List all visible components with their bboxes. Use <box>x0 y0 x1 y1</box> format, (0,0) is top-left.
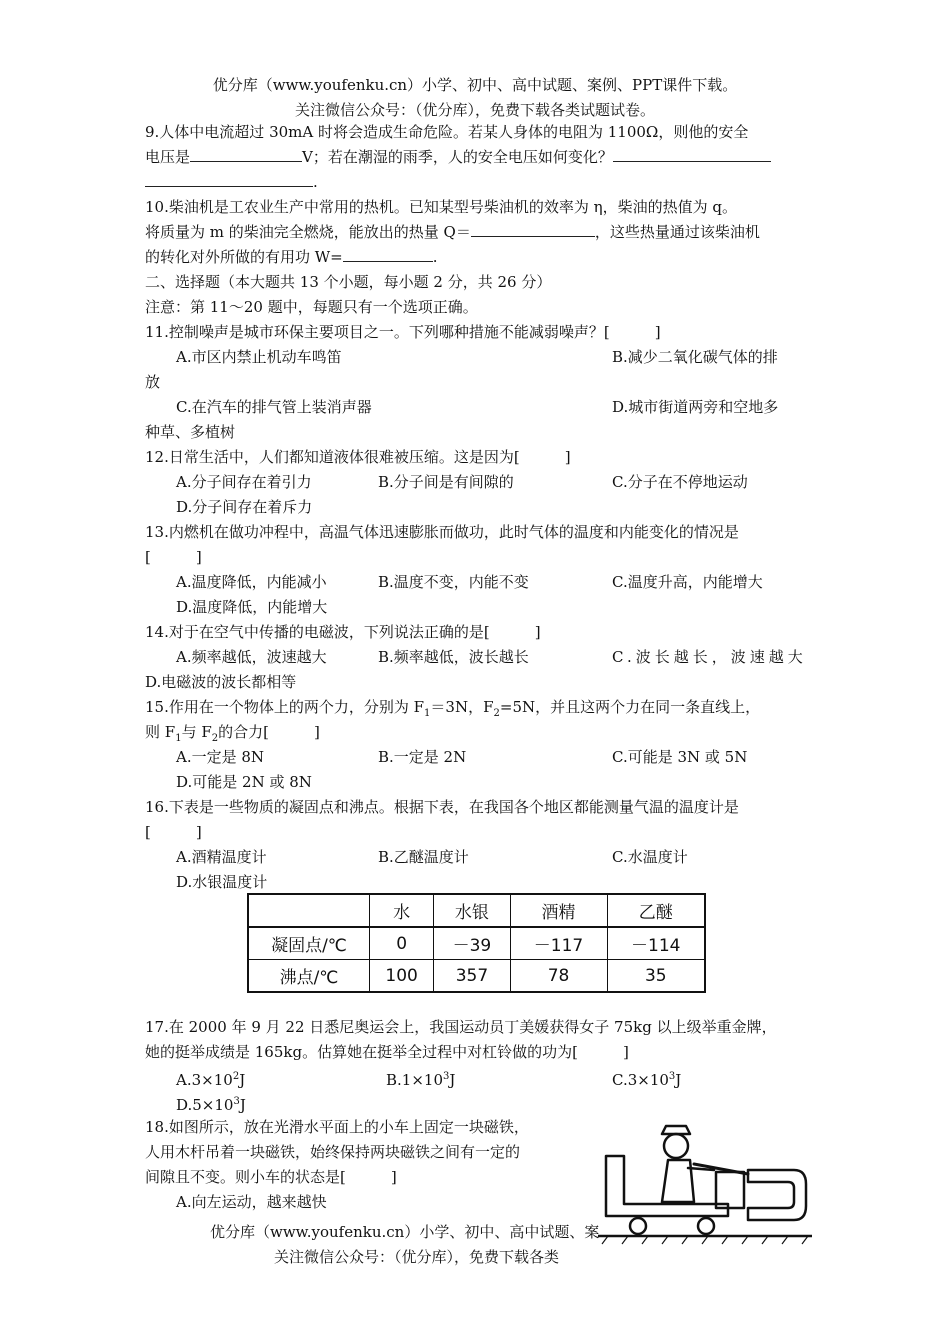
q14-option-c[interactable]: C.波长越长，波速越大 <box>612 648 807 666</box>
person-head <box>664 1134 688 1158</box>
q11-option-b[interactable]: B.减少二氧化碳气体的排 <box>612 348 778 366</box>
q17-line-1: 17.在 2000 年 9 月 22 日悉尼奥运会上，我国运动员丁美媛获得女子 75kg 以上级举重金牌， <box>145 1018 777 1036</box>
q11-option-b-cont: 放 <box>145 373 161 391</box>
q16-option-d[interactable]: D.水银温度计 <box>176 873 268 891</box>
q17-option-b[interactable]: $B.1\times 10^3J$ <box>386 1071 456 1089</box>
footer-line-1: 优分库（www.youfenku.cn）小学、初中、高中试题、案 <box>210 1223 600 1241</box>
substance-property-table <box>247 893 706 993</box>
table-header-cell: 酒精 <box>510 894 607 927</box>
q18-option-a[interactable]: A.向左运动，越来越快 <box>176 1193 327 1211</box>
q13-option-a[interactable]: A.温度降低，内能减小 <box>176 573 327 591</box>
table-row <box>248 927 705 959</box>
q12-stem: 12.日常生活中，人们都知道液体很难被压缩。这是因为[ ] <box>145 448 571 466</box>
q17-line-2: 她的挺举成绩是 165kg。估算她在挺举全过程中对杠铃做的功为[ ] <box>145 1043 629 1061</box>
q15-option-a[interactable]: A.一定是 8N <box>176 748 265 766</box>
q10-blank-heat[interactable] <box>471 222 595 237</box>
q13-option-b[interactable]: B.温度不变，内能不变 <box>378 573 529 591</box>
q12-option-c[interactable]: C.分子在不停地运动 <box>612 473 748 491</box>
cart-magnet <box>748 1170 806 1220</box>
wheel <box>698 1218 714 1234</box>
q11-stem: 11.控制噪声是城市环保主要项目之一。下列哪种措施不能减弱噪声？[ ] <box>145 323 661 341</box>
table-header-cell: 乙醚 <box>607 894 705 927</box>
q11-option-d[interactable]: D.城市街道两旁和空地多 <box>612 398 779 416</box>
table-cell: 35 <box>607 960 705 992</box>
q10-line-1: 10.柴油机是工农业生产中常用的热机。已知某型号柴油机的效率为 η，柴油的热值为 q。 <box>145 198 737 216</box>
table-header-row <box>248 894 705 927</box>
cart-magnet-figure <box>598 1112 812 1252</box>
q10-line-2: 将质量为 m 的柴油完全燃烧，能放出的热量 Q＝ ，这些热量通过该柴油机 <box>145 223 760 241</box>
q11-option-a[interactable]: A.市区内禁止机动车鸣笛 <box>176 348 342 366</box>
q16-option-b[interactable]: B.乙醚温度计 <box>378 848 469 866</box>
q16-bracket: [ ] <box>145 823 202 841</box>
table-cell: －114 <box>607 927 705 959</box>
q9-line-1: 9.人体中电流超过 30mA 时将会造成生命危险。若某人身体的电阻为 1100Ω，则他的安全 <box>145 123 749 141</box>
table-header-cell: 水银 <box>434 894 510 927</box>
q14-stem: 14.对于在空气中传播的电磁波，下列说法正确的是[ ] <box>145 623 541 641</box>
q15-option-d[interactable]: D.可能是 2N 或 8N <box>176 773 312 791</box>
wheel <box>630 1218 646 1234</box>
q15-stem-line-1: 15.作用在一个物体上的两个力，分别为 $F_1=3N$，$F_2=5N$，并且这两个力在同一条直线上， <box>145 698 761 719</box>
table-cell: 沸点/℃ <box>248 960 370 992</box>
q18-line-1: 18.如图所示，放在光滑水平面上的小车上固定一块磁铁， <box>145 1118 529 1136</box>
section2-title: 二、选择题（本大题共 13 个小题，每小题 2 分，共 26 分） <box>145 273 552 291</box>
q9-line-3: . <box>145 172 318 192</box>
q9-blank-change-cont[interactable] <box>145 172 313 187</box>
q17-option-d[interactable]: $D.5\times 10^3J$ <box>176 1096 246 1114</box>
q13-bracket: [ ] <box>145 548 202 566</box>
table-row <box>248 960 705 992</box>
q12-option-b[interactable]: B.分子间是有间隙的 <box>378 473 514 491</box>
table-cell: 凝固点/℃ <box>248 927 370 959</box>
table-header-cell <box>248 894 370 927</box>
q15-option-b[interactable]: B.一定是 2N <box>378 748 467 766</box>
q18-line-2: 人用木杆吊着一块磁铁，始终保持两块磁铁之间有一定的 <box>145 1143 521 1161</box>
person-cap <box>662 1126 690 1134</box>
table-header-cell: 水 <box>370 894 434 927</box>
q12-option-d[interactable]: D.分子间存在着斥力 <box>176 498 313 516</box>
q9-blank-voltage[interactable] <box>190 147 302 162</box>
q10-blank-work[interactable] <box>343 247 433 262</box>
q9-line-2: 电压是 V；若在潮湿的雨季，人的安全电压如何变化？ <box>145 147 771 167</box>
section2-note: 注意：第 11～20 题中，每题只有一个选项正确。 <box>145 298 478 316</box>
q13-stem: 13.内燃机在做功冲程中，高温气体迅速膨胀而做功，此时气体的温度和内能变化的情况是 <box>145 523 739 541</box>
q15-option-c[interactable]: C.可能是 3N 或 5N <box>612 748 748 766</box>
q10-line-3: 的转化对外所做的有用功 W= . <box>145 248 438 266</box>
q14-option-a[interactable]: A.频率越低，波速越大 <box>176 648 327 666</box>
table-cell: －117 <box>510 927 607 959</box>
q12-option-a[interactable]: A.分子间存在着引力 <box>176 473 312 491</box>
table-cell: 0 <box>370 927 434 959</box>
q18-line-3: 间隙且不变。则小车的状态是[ ] <box>145 1168 397 1186</box>
q13-option-c[interactable]: C.温度升高，内能增大 <box>612 573 763 591</box>
q11-option-c[interactable]: C.在汽车的排气管上装消声器 <box>176 398 372 416</box>
table-cell: 357 <box>434 960 510 992</box>
hanging-magnet <box>716 1172 744 1208</box>
q13-option-d[interactable]: D.温度降低，内能增大 <box>176 598 328 616</box>
table-cell: 78 <box>510 960 607 992</box>
q14-option-b[interactable]: B.频率越低，波长越长 <box>378 648 529 666</box>
header-line-1: 优分库（www.youfenku.cn）小学、初中、高中试题、案例、PPT课件下载。 <box>212 76 738 94</box>
q9-blank-change[interactable] <box>613 147 771 162</box>
table-cell: －39 <box>434 927 510 959</box>
footer-line-2: 关注微信公众号：（优分库），免费下载各类 <box>274 1248 560 1266</box>
q17-option-c[interactable]: $C.3\times 10^3J$ <box>612 1071 682 1089</box>
header-line-2: 关注微信公众号：（优分库），免费下载各类试题试卷。 <box>294 101 655 119</box>
q16-option-a[interactable]: A.酒精温度计 <box>176 848 267 866</box>
q16-option-c[interactable]: C.水温度计 <box>612 848 688 866</box>
person-body <box>662 1160 694 1202</box>
q16-stem: 16.下表是一些物质的凝固点和沸点。根据下表，在我国各个地区都能测量气温的温度计是 <box>145 798 739 816</box>
table-cell: 100 <box>370 960 434 992</box>
q17-option-a[interactable]: $A.3\times 10^2J$ <box>176 1071 246 1089</box>
q15-stem-line-2: 则 $F_1$与 $F_2$的合力[ ] <box>145 723 320 744</box>
q14-option-d[interactable]: D.电磁波的波长都相等 <box>145 673 297 691</box>
q11-option-d-cont: 种草、多植树 <box>145 423 236 441</box>
